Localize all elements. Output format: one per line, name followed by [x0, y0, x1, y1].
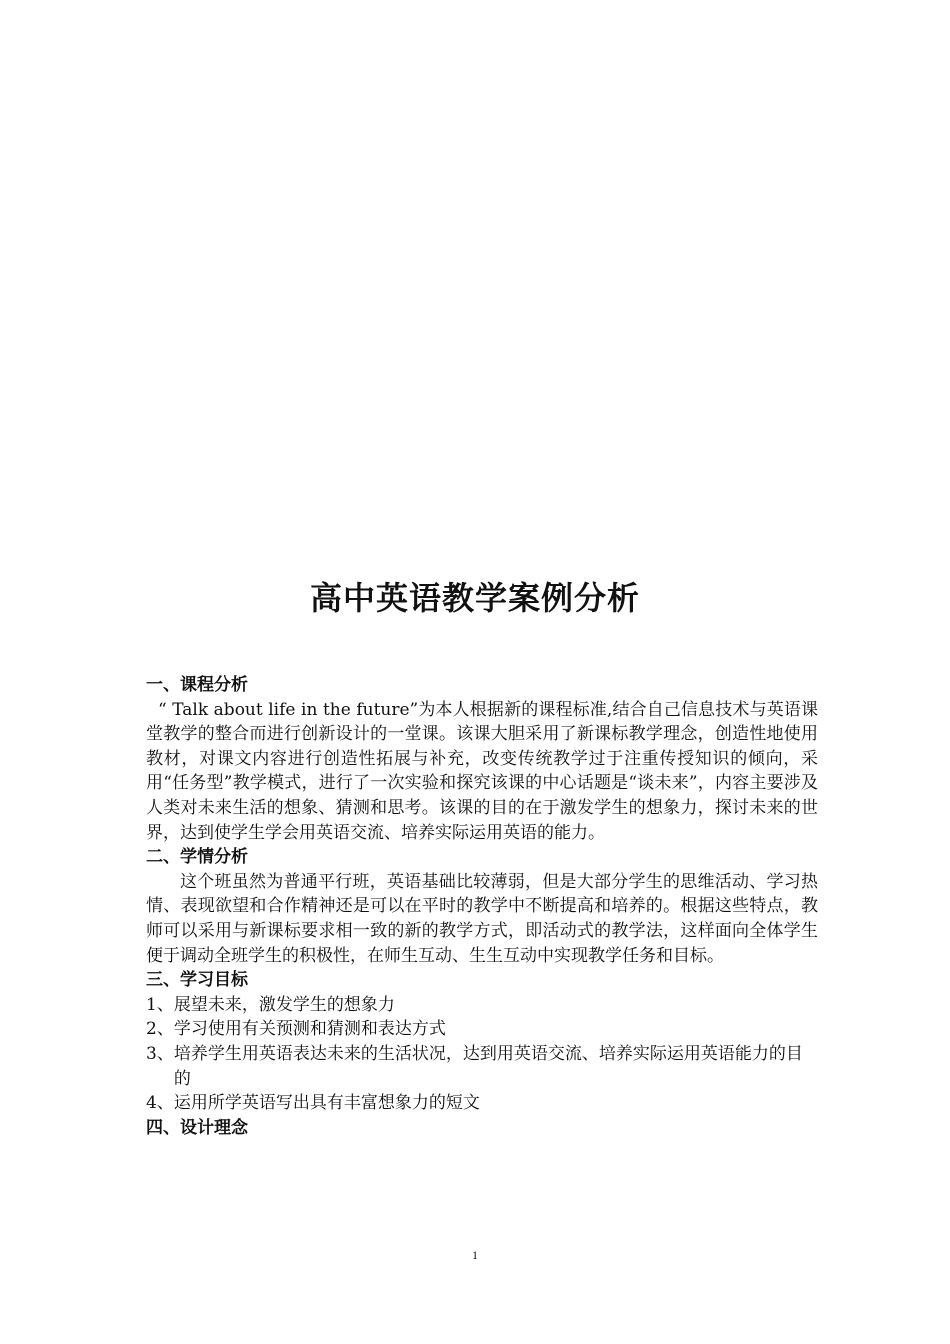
list-item-text: 学习使用有关预测和猜测和表达方式 — [173, 1019, 446, 1040]
goals-list — [146, 993, 818, 1116]
document-body — [146, 673, 818, 1140]
section-course-analysis — [146, 673, 818, 845]
list-item — [146, 1017, 818, 1042]
section-heading: 四、设计理念 — [146, 1117, 248, 1138]
section-heading: 二、学情分析 — [146, 847, 248, 868]
section-heading: 三、学习目标 — [146, 970, 248, 991]
list-item-number: 2、 — [146, 1019, 174, 1040]
list-item-number: 3、 — [146, 1043, 174, 1064]
list-item-text: 运用所学英语写出具有丰富想象力的短文 — [173, 1093, 480, 1114]
section-paragraph: “ Talk about life in the future”为本人根据新的课程标准,结合自己信息技术与英语课堂教学的整合而进行创新设计的一堂课。该课大胆采用了新课标教学理念，创造性地使用教材，对课文内容进行创造性拓展与补充，改变传统教学过于注重传授知识的倾向，采用“任务型”教学模式，进行了一次实验和探究该课的中心话题是“谈未来”，内容主要涉及人类对未来生活的想象、猜测和思考。该课的目的在于激发学生的想象力，探讨未来的世界，达到使学生学会用英语交流、培养实际运用英语的能力。 — [146, 699, 818, 843]
section-learning-goals — [146, 968, 818, 1116]
list-item — [146, 1091, 818, 1116]
list-item-number: 4、 — [146, 1093, 174, 1114]
list-item-number: 1、 — [146, 994, 174, 1015]
section-design-concept — [146, 1116, 818, 1141]
list-item-text: 培养学生用英语表达未来的生活状况，达到用英语交流、培养实际运用英语能力的目的 — [173, 1043, 803, 1089]
section-student-analysis — [146, 845, 818, 968]
document-title: 高中英语教学案例分析 — [309, 579, 640, 617]
list-item — [146, 993, 818, 1018]
page-number: 1 — [472, 1248, 478, 1262]
section-heading: 一、课程分析 — [146, 675, 248, 695]
list-item-text: 展望未来，激发学生的想象力 — [173, 994, 395, 1015]
section-paragraph: 这个班虽然为普通平行班，英语基础比较薄弱，但是大部分学生的思维活动、学习热情、表现欲望和合作精神还是可以在平时的教学中不断提高和培养的。根据这些特点，教师可以采用与新课标要求相一致的新的教学方式，即活动式的教学法，这样面向全体学生便于调动全班学生的积极性，在师生互动、生生互动中实现教学任务和目标。 — [146, 871, 818, 966]
list-item — [146, 1042, 818, 1091]
